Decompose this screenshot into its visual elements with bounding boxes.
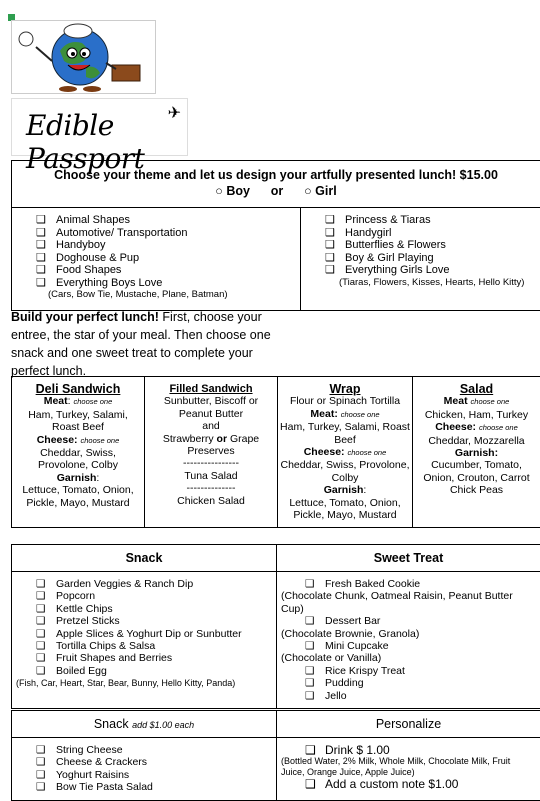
list-item[interactable]: ❑ Pudding <box>281 677 538 689</box>
entree-title: Wrap <box>280 383 410 395</box>
checkbox-icon: ❑ <box>36 277 56 290</box>
checkbox-icon: ❑ <box>305 690 325 702</box>
list-item[interactable]: ❑ Boy & Girl Playing <box>325 252 540 265</box>
extra-snack-header: Snack add $1.00 each <box>12 711 277 738</box>
drink-note: (Bottled Water, 2% Milk, Whole Milk, Chocolate Milk, Fruit Juice, Orange Juice, Apple Juice) <box>281 756 536 778</box>
checkbox-icon: ❑ <box>36 239 56 252</box>
sweet-list <box>277 572 540 709</box>
checkbox-icon: ❑ <box>36 781 56 793</box>
list-item[interactable]: ❑ Popcorn <box>36 590 276 602</box>
list-item[interactable]: ❑ Handyboy <box>36 239 300 252</box>
list-item[interactable]: ❑ Kettle Chips <box>36 603 276 615</box>
edible-passport-logo <box>11 98 188 156</box>
entree-wrap[interactable]: Wrap Flour or Spinach Tortilla Meat: choose one Ham, Turkey, Salami, Roast Beef Cheese: choose one Cheddar, Swiss, Provolone, Colby Garnish: Lettuce, Tomato, Onion, Pickle, Mayo, Mustard <box>278 377 413 528</box>
checkbox-icon: ❑ <box>325 227 345 240</box>
checkbox-icon: ❑ <box>325 214 345 227</box>
checkbox-icon: ❑ <box>305 744 325 756</box>
logo-text: Edible Passport <box>26 109 187 175</box>
entree-salad[interactable]: Salad Meat choose one Chicken, Ham, Turkey Cheese: choose one Cheddar, Mozzarella Garnish: Cucumber, Tomato, Onion, Crouton, Carrot Chick Peas <box>413 377 540 528</box>
entree-deli[interactable]: Deli Sandwich Meat: choose one Ham, Turkey, Salami, Roast Beef Cheese: choose one Cheddar, Swiss, Provolone, Colby Garnish: Lettuce, Tomato, Onion, Pickle, Mayo, Mustard <box>12 377 145 528</box>
checkbox-icon: ❑ <box>305 640 325 652</box>
cupcake-note: (Chocolate or Vanilla) <box>281 652 538 664</box>
snack-list <box>12 572 277 709</box>
boy-note: (Cars, Bow Tie, Mustache, Plane, Batman) <box>36 289 300 302</box>
checkbox-icon: ❑ <box>305 615 325 627</box>
personalize-title: Personalize <box>277 711 540 738</box>
checkbox-icon: ❑ <box>36 628 56 640</box>
entree-filled[interactable]: Filled Sandwich Sunbutter, Biscoff or Peanut Butter and Strawberry or Grape Preserves ---------------- Tuna Salad -------------- Chicken Salad <box>145 377 278 528</box>
list-item[interactable]: ❑ Yoghurt Raisins <box>36 769 276 781</box>
checkbox-icon: ❑ <box>36 756 56 768</box>
list-item[interactable]: ❑ Handygirl <box>325 227 540 240</box>
list-item[interactable]: ❑ Automotive/ Transportation <box>36 227 300 240</box>
checkbox-icon: ❑ <box>36 264 56 277</box>
globe-chef-mascot <box>11 20 156 94</box>
entree-title: Filled Sandwich <box>147 383 275 395</box>
checkbox-icon: ❑ <box>36 744 56 756</box>
checkbox-icon: ❑ <box>325 252 345 265</box>
custom-note-option[interactable]: ❑ Add a custom note $1.00 <box>281 778 536 790</box>
list-item[interactable]: ❑ Tortilla Chips & Salsa <box>36 640 276 652</box>
checkbox-icon: ❑ <box>36 640 56 652</box>
list-item[interactable]: ❑ Food Shapes <box>36 264 300 277</box>
checkbox-icon: ❑ <box>305 578 325 590</box>
girl-radio[interactable]: ○ Girl <box>304 184 337 198</box>
airplane-icon: ✈ <box>168 103 181 123</box>
list-item[interactable]: ❑ Animal Shapes <box>36 214 300 227</box>
checkbox-icon: ❑ <box>325 239 345 252</box>
sweet-title: Sweet Treat <box>277 545 540 572</box>
girl-theme-list <box>301 208 540 311</box>
list-item[interactable]: ❑ Garden Veggies & Ranch Dip <box>36 578 276 590</box>
list-item[interactable]: ❑ Cheese & Crackers <box>36 756 276 768</box>
checkbox-icon: ❑ <box>36 652 56 664</box>
list-item[interactable]: ❑ Mini Cupcake <box>281 640 538 652</box>
bar-note: (Chocolate Brownie, Granola) <box>281 628 538 640</box>
list-item[interactable]: ❑ Bow Tie Pasta Salad <box>36 781 276 793</box>
checkbox-icon: ❑ <box>36 590 56 602</box>
list-item[interactable]: ❑ Butterflies & Flowers <box>325 239 540 252</box>
checkbox-icon: ❑ <box>305 665 325 677</box>
extra-snack-list <box>12 738 277 801</box>
list-item[interactable]: ❑ String Cheese <box>36 744 276 756</box>
drink-option[interactable]: ❑ Drink $ 1.00 <box>281 744 536 756</box>
list-item[interactable]: ❑ Apple Slices & Yoghurt Dip or Sunbutter <box>36 628 276 640</box>
entree-table <box>11 376 540 528</box>
snack-title: Snack <box>12 545 277 572</box>
or-text: or <box>271 184 284 198</box>
checkbox-icon: ❑ <box>305 778 325 790</box>
theme-header <box>12 161 540 208</box>
personalize-list <box>277 738 540 801</box>
checkbox-icon: ❑ <box>36 227 56 240</box>
checkbox-icon: ❑ <box>36 769 56 781</box>
snack-sweet-table <box>11 544 540 709</box>
cookie-note: (Chocolate Chunk, Oatmeal Raisin, Peanut Butter Cup) <box>281 590 538 615</box>
list-item[interactable]: ❑ Everything Boys Love <box>36 277 300 290</box>
boy-theme-list <box>12 208 301 311</box>
build-instructions: Build your perfect lunch! First, choose your entree, the star of your meal. Then choose one snack and one sweet treat to complete your perfect lunch. <box>11 308 281 380</box>
snack-note: (Fish, Car, Heart, Star, Bear, Bunny, Hello Kitty, Panda) <box>16 677 276 689</box>
checkbox-icon: ❑ <box>305 677 325 689</box>
checkbox-icon: ❑ <box>36 578 56 590</box>
list-item[interactable]: ❑ Dessert Bar <box>281 615 538 627</box>
checkbox-icon: ❑ <box>36 214 56 227</box>
checkbox-icon: ❑ <box>36 665 56 677</box>
list-item[interactable]: ❑ Pretzel Sticks <box>36 615 276 627</box>
checkbox-icon: ❑ <box>36 603 56 615</box>
list-item[interactable]: ❑ Doghouse & Pup <box>36 252 300 265</box>
entree-title: Deli Sandwich <box>14 383 142 395</box>
list-item[interactable]: ❑ Jello <box>281 690 538 702</box>
theme-headline: Choose your theme and let us design your artfully presented lunch! $15.00 <box>16 167 536 183</box>
checkbox-icon: ❑ <box>325 264 345 277</box>
checkbox-icon: ❑ <box>36 615 56 627</box>
list-item[interactable]: ❑ Fruit Shapes and Berries <box>36 652 276 664</box>
list-item[interactable]: ❑ Everything Girls Love <box>325 264 540 277</box>
entree-title: Salad <box>415 383 538 395</box>
girl-note: (Tiaras, Flowers, Kisses, Hearts, Hello Kitty) <box>325 277 540 290</box>
list-item[interactable]: ❑ Princess & Tiaras <box>325 214 540 227</box>
checkbox-icon: ❑ <box>36 252 56 265</box>
boy-radio[interactable]: ○ Boy <box>215 184 250 198</box>
list-item[interactable]: ❑ Rice Krispy Treat <box>281 665 538 677</box>
list-item[interactable]: ❑ Fresh Baked Cookie <box>281 578 538 590</box>
extras-table <box>11 710 540 801</box>
list-item[interactable]: ❑ Boiled Egg <box>36 665 276 677</box>
theme-table <box>11 160 540 311</box>
